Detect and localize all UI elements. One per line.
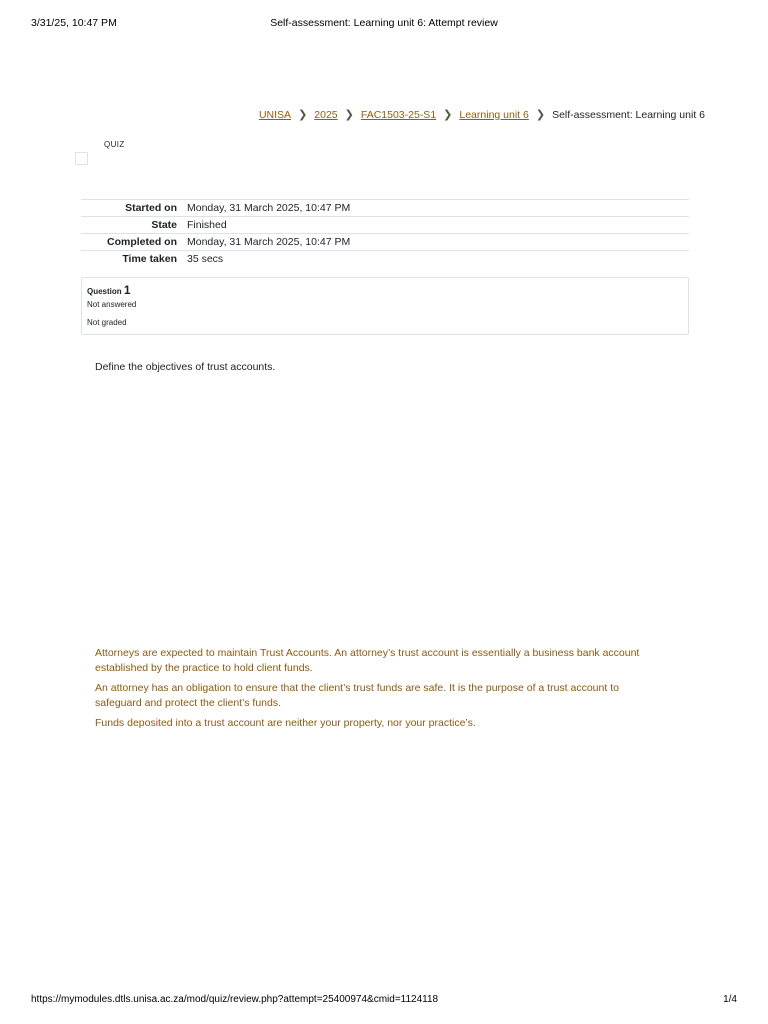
feedback-paragraph: Attorneys are expected to maintain Trust Accounts. An attorney’s trust account is essentially a business bank account established by the practice to hold client funds. xyxy=(95,647,640,674)
breadcrumb-current: Self-assessment: Learning unit 6 xyxy=(552,108,705,121)
print-datetime: 3/31/25, 10:47 PM xyxy=(31,17,117,29)
print-header xyxy=(31,17,737,31)
breadcrumb-link-section[interactable]: Learning unit 6 xyxy=(459,108,529,121)
table-row xyxy=(81,217,689,234)
question-number xyxy=(87,283,131,297)
chevron-right-icon: ❯ xyxy=(443,109,453,121)
summary-value: Finished xyxy=(187,219,227,231)
question-grade: Not graded xyxy=(87,318,127,327)
breadcrumb-link-year[interactable]: 2025 xyxy=(314,108,338,121)
feedback-paragraph: An attorney has an obligation to ensure that the client’s trust funds are safe. It is the purpose of a trust account to safeguard and protect the client’s funds. xyxy=(95,682,619,709)
summary-label: State xyxy=(151,219,177,231)
summary-label: Completed on xyxy=(107,236,177,248)
chevron-right-icon: ❯ xyxy=(344,109,354,121)
table-row xyxy=(81,251,689,268)
summary-value: Monday, 31 March 2025, 10:47 PM xyxy=(187,236,351,248)
breadcrumb xyxy=(259,108,705,121)
summary-value: Monday, 31 March 2025, 10:47 PM xyxy=(187,202,351,214)
breadcrumb-link-course[interactable]: FAC1503-25-S1 xyxy=(360,108,437,121)
breadcrumb-link-unisa[interactable]: UNISA xyxy=(258,108,292,121)
quiz-icon xyxy=(75,152,88,165)
chevron-right-icon: ❯ xyxy=(298,109,308,121)
activity-type-label: QUIZ xyxy=(104,140,125,149)
feedback-paragraph: Funds deposited into a trust account are neither your property, nor your practice’s. xyxy=(95,717,476,729)
summary-label: Time taken xyxy=(122,253,177,265)
question-prefix: Question xyxy=(87,287,122,296)
question-info-box xyxy=(81,277,689,335)
print-page-title: Self-assessment: Learning unit 6: Attempt review xyxy=(270,17,498,29)
summary-value: 35 secs xyxy=(187,253,224,265)
table-row xyxy=(81,234,689,251)
table-row xyxy=(81,200,689,217)
question-state: Not answered xyxy=(87,300,137,309)
general-feedback xyxy=(95,646,655,736)
question-text: Define the objectives of trust accounts. xyxy=(95,361,276,373)
chevron-right-icon: ❯ xyxy=(535,109,546,121)
attempt-summary-table xyxy=(81,199,689,267)
question-number-value: 1 xyxy=(123,283,131,297)
print-page-number: 1/4 xyxy=(723,994,737,1005)
summary-label: Started on xyxy=(125,202,177,214)
print-footer xyxy=(31,994,737,1008)
print-url: https://mymodules.dtls.unisa.ac.za/mod/quiz/review.php?attempt=25400974&cmid=1124118 xyxy=(31,994,439,1005)
